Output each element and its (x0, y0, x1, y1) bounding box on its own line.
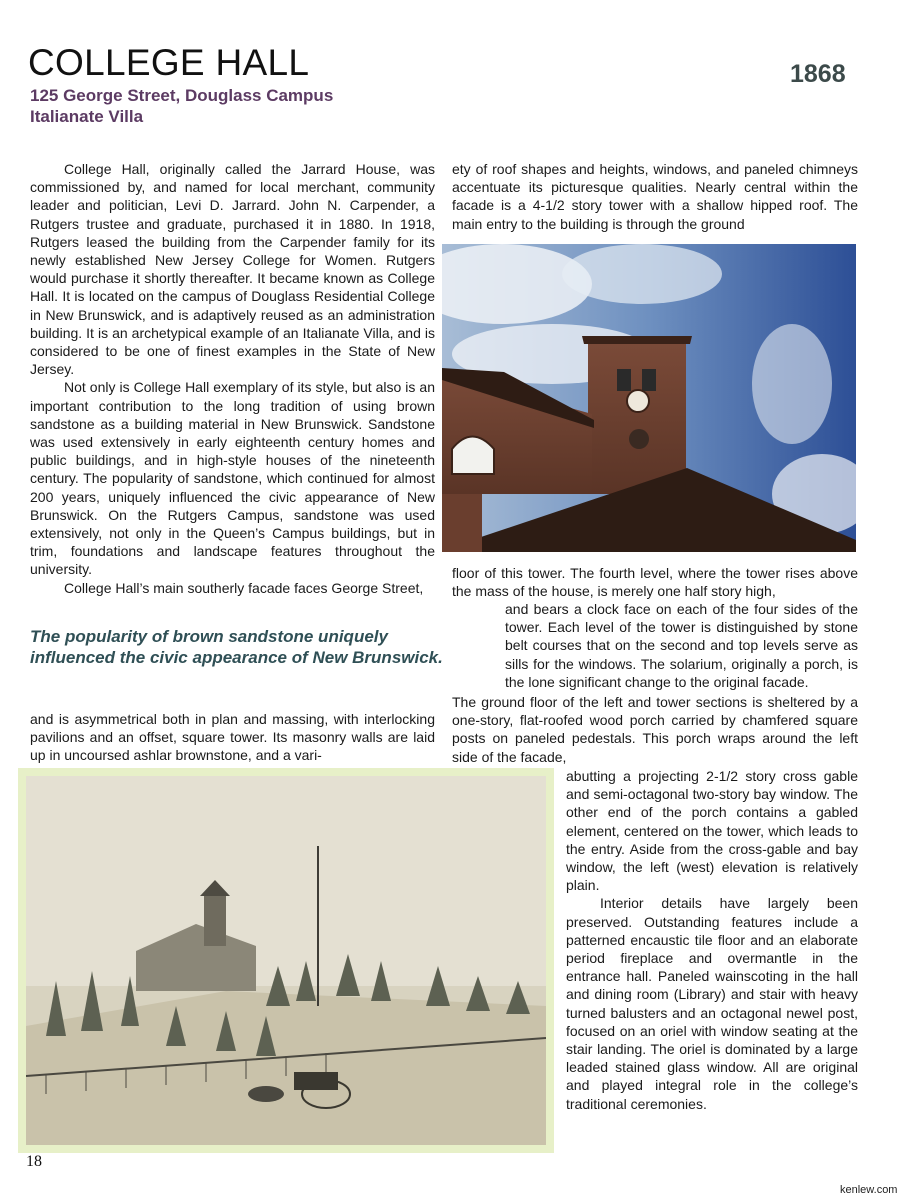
paragraph-facade-continued: and is asymmetrical both in plan and massing, with interlocking pavilions and an offset, square tower. Its masonry walls are laid up in uncoursed ashlar brownstone, and a vari- (30, 711, 435, 764)
paragraph-history: College Hall, originally called the Jarrard House, was commissioned by, and named for local merchant, community leader and politician, Levi D. Jarrard. John N. Carpender, a Rutgers trustee and graduate, purchased it in 1880. In 1918, Rutgers leased the building from the Carpender family for its newly established New Jersey College for Women. Rutgers would purchase it shortly thereafter. It became known as College Hall. It is located on the campus of Douglass Residential College in New Brunswick, and is adaptively reused as an administration building. It is an archetypical example of an Italianate Villa, and is considered to be one of finest examples in the State of New Jersey. (30, 161, 435, 378)
paragraph-porch: The ground floor of the left and tower sections is sheltered by a one-story, flat-roofed wood porch carried by chamfered square posts on paneled pedestals. This porch wraps around the left side of the facade, (452, 694, 858, 765)
pull-quote: The popularity of brown sandstone uniquely influenced the civic appearance of New Brunswick. (30, 627, 443, 667)
year-built: 1868 (790, 60, 846, 88)
paragraph-sandstone: Not only is College Hall exemplary of its style, but also is an important contribution to the long tradition of using brown sandstone as a building material in New Brunswick. Sandstone was used extensively in early eighteenth century homes and public buildings, and in high-style houses of the nineteenth century. The popularity of sandstone, which continued for almost 200 years, uniquely influenced the civic appearance of New Brunswick. On the Rutgers Campus, sandstone was used extensively, not only in the Queen’s Campus buildings, but in trim, foundations and landscape features throughout the university. (30, 379, 435, 578)
tower-photograph (442, 244, 856, 552)
paragraph-interior: Interior details have largely been preserved. Outstanding features include a patterned encaustic tile floor and an elaborate period fireplace and overmantle in the entrance hall. Paneled wainscoting in the hall and dining room (Library) and stair with heavy turned balusters and an octagonal newel post, focused on an oriel with window seating at the stair landing. The oriel is dominated by a large leaded stained glass window. All are original and played integral role in the college’s traditional ceremonies. (566, 895, 858, 1112)
address-subtitle: 125 George Street, Douglass Campus (30, 86, 334, 105)
paragraph-tower-levels: and bears a clock face on each of the four sides of the tower. Each level of the tower is distinguished by stone belt courses that on the second and top levels serve as sills for the windows. The solarium, originally a porch, is the lone significant change to the original facade. (505, 601, 858, 690)
etching-image (26, 776, 546, 1145)
architectural-style: Italianate Villa (30, 107, 144, 126)
column-right-top-text: ety of roof shapes and heights, windows, and paneled chimneys accentuate its picturesque qualities. Nearly central within the facade is a 4-1/2 story tower with a shallow hipped roof. The main entry to the building is through the ground (452, 161, 858, 232)
column-right-bottom-text (566, 767, 858, 1113)
paragraph-facade-start: College Hall’s main southerly facade faces George Street, (64, 579, 424, 596)
column-left-text (30, 160, 435, 597)
page-number: 18 (26, 1153, 42, 1170)
paragraph-tower-floor: floor of this tower. The fourth level, where the tower rises above the mass of the house, is merely one half story high, (452, 565, 858, 600)
watermark: kenlew.com (840, 1184, 898, 1196)
page-title: COLLEGE HALL (28, 42, 310, 83)
paragraph-cross-gable: abutting a projecting 2-1/2 story cross gable and semi-octagonal two-story bay window. The other end of the porch contains a gabled element, centered on the tower, which leads to the entry. Aside from the cross-gable and bay window, the left (west) elevation is relatively plain. (566, 768, 858, 894)
tower-photo-image (442, 244, 856, 552)
historic-etching (18, 768, 554, 1153)
